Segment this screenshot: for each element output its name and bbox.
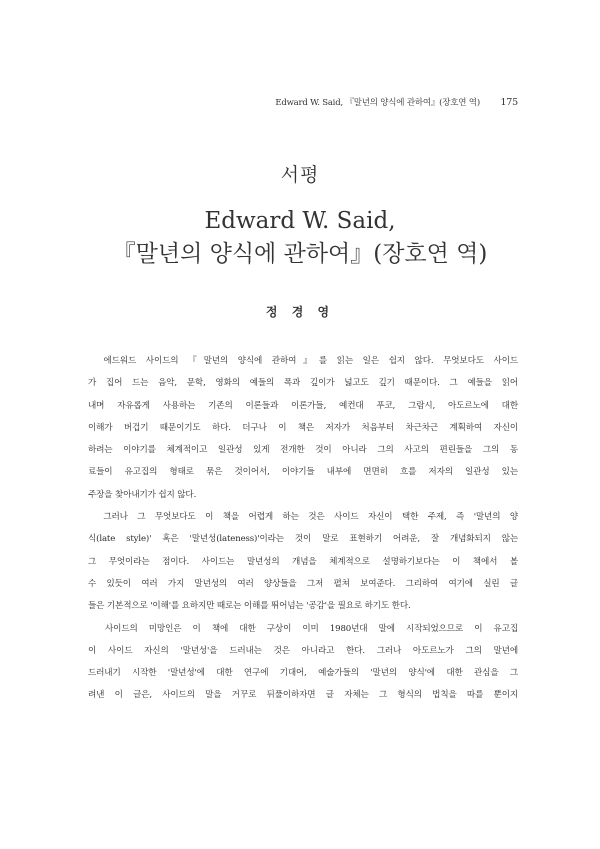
paragraph-3 [88, 618, 518, 707]
body-line: 가 집어 드는 음악, 문학, 영화의 예들의 폭과 깊이가 넓고도 깊기 때문이다. 그 예들을 읽어 [88, 378, 518, 389]
section-label: 서평 [280, 164, 320, 186]
title-line-2: 『말년의 양식에 관하여』(장호연 역) [112, 241, 488, 267]
paragraph-2 [88, 506, 518, 617]
paragraph-1 [88, 350, 518, 506]
body-line: 이해가 버겁기 때문이기도 하다. 더구나 이 책은 저자가 처음부터 차근차근 계획하여 자신이 [88, 422, 518, 433]
running-head-title: Edward W. Said, 『말년의 양식에 관하여』(장호연 역) [275, 98, 480, 108]
body-line: 내며 자유롭게 사용하는 기존의 이론들과 이론가들, 예컨대 푸코, 그람시, 아도르노에 대한 [88, 400, 518, 411]
body-line: 려낸 이 글은, 사이드의 말을 거꾸로 뒤풀이하자면 글 자체는 그 형식의 법칙을 따를 뿐이지 [88, 690, 518, 701]
body-line: 이 사이드 자신의 '말년성'을 드러내는 것은 아니라고 한다. 그러나 아도르노가 그의 말년에 [88, 645, 518, 656]
body-line: 수 있듯이 여러 가지 말년성의 여러 양상들을 그저 펼쳐 보여준다. 그리하여 여기에 실린 글 [88, 578, 518, 589]
body-line: 주장을 찾아내기가 쉽지 않다. [88, 489, 197, 500]
article-title [0, 205, 600, 271]
body-line: 그 무엇이라는 점이다. 사이드는 말년성의 개념을 체계적으로 설명하기보다는 이 책에서 볼 [88, 556, 518, 567]
running-head [275, 96, 518, 108]
body-line: 드러내기 시작한 '말년성'에 대한 연구에 기대어, 예술가들의 '말년의 양식'에 대한 관심을 그 [88, 668, 518, 679]
body-line: 그러나 그 무엇보다도 이 책을 어렵게 하는 것은 사이드 자신이 택한 주제, 즉 '말년의 양 [88, 512, 518, 523]
page-number: 175 [500, 97, 518, 108]
body-line: 료들이 유고집의 형태로 묶은 것이어서, 이야기들 내부에 면면히 흐를 저자의 일관성 있는 [88, 467, 518, 478]
body-line: 식(late style)' 혹은 '말년성(lateness)'이라는 것이 말로 표현하기 어려운, 잘 개념화되지 않는 [88, 534, 518, 545]
body-line: 들은 기본적으로 '이해'를 요하지만 때로는 이해를 뛰어넘는 '공감'을 필요로 하기도 한다. [88, 601, 411, 612]
author-name: 정 경 영 [265, 305, 335, 319]
body-line: 에드워드 사이드의 『말년의 양식에 관하여』를 읽는 일은 쉽지 않다. 무엇보다도 사이드 [88, 356, 518, 366]
title-line-1: Edward W. Said, [204, 208, 396, 234]
article-body [88, 350, 518, 707]
body-line: 하려는 이야기를 체계적이고 일관성 있게 전개한 것이 아니라 그의 사고의 편린들을 그의 동 [88, 445, 518, 456]
body-line: 사이드의 미망인은 이 책에 대한 구상이 이미 1980년대 말에 시작되었으므로 이 유고집 [88, 623, 518, 634]
